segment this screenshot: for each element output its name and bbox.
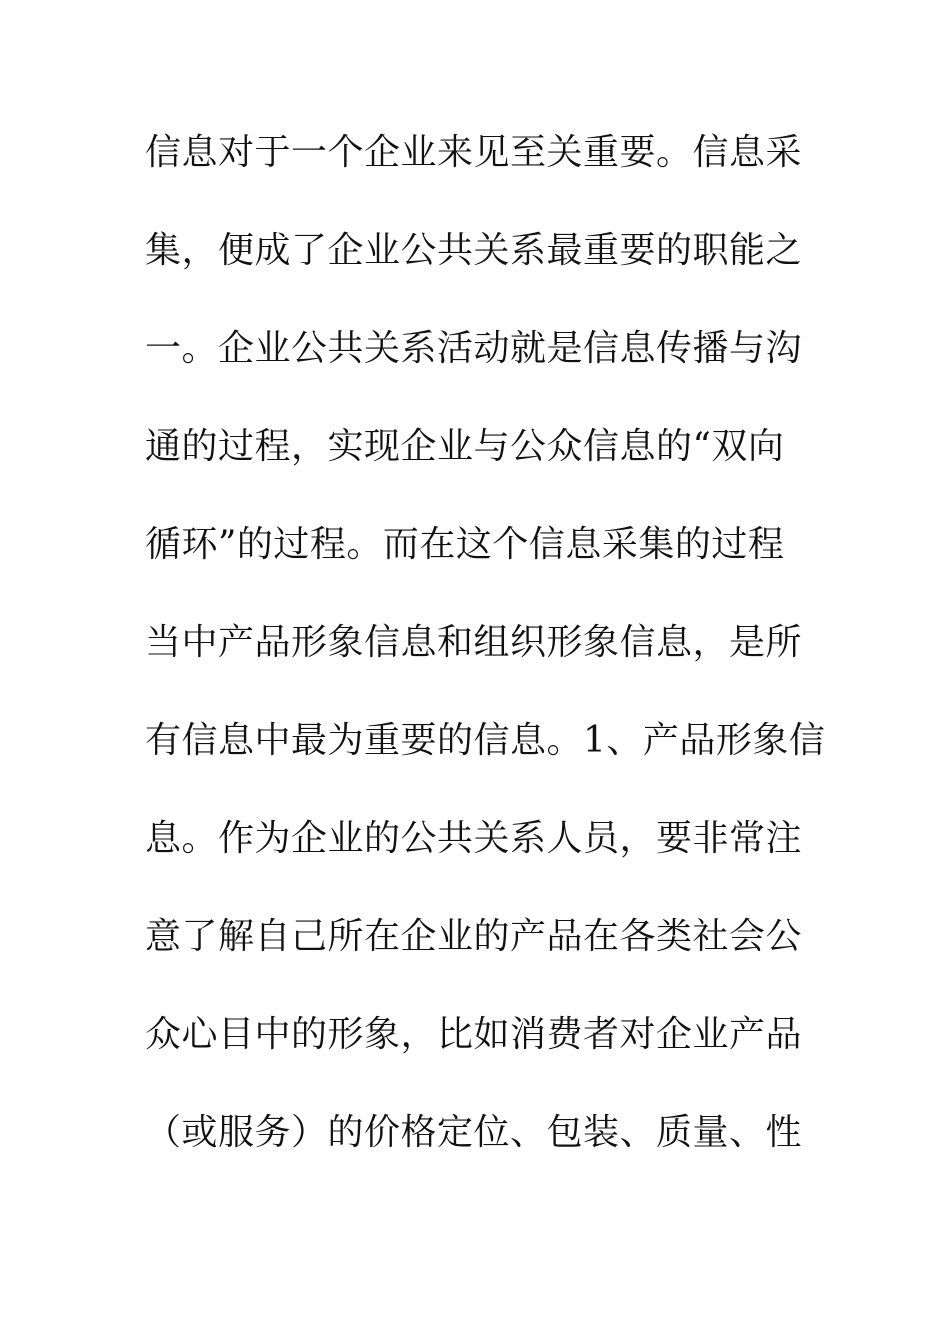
text-line: 息。作为企业的公共关系人员，要非常注 <box>145 818 803 859</box>
text-line: 当中产品形象信息和组织形象信息，是所 <box>145 622 803 663</box>
text-line: （或服务）的价格定位、包装、质量、性 <box>145 1112 803 1153</box>
text-line: 有信息中最为重要的信息。1、产品形象信 <box>145 720 826 761</box>
text-line: 信息对于一个企业来见至关重要。信息采 <box>145 132 803 173</box>
body-paragraph <box>145 123 826 1201</box>
text-line: 通的过程，实现企业与公众信息的“双向 <box>145 426 785 467</box>
text-line: 意了解自己所在企业的产品在各类社会公 <box>145 916 803 957</box>
text-line: 众心目中的形象，比如消费者对企业产品 <box>145 1014 803 1055</box>
text-line: 集，便成了企业公共关系最重要的职能之 <box>145 230 803 271</box>
text-line: 循环”的过程。而在这个信息采集的过程 <box>145 524 785 565</box>
text-line: 一。企业公共关系活动就是信息传播与沟 <box>145 328 803 369</box>
